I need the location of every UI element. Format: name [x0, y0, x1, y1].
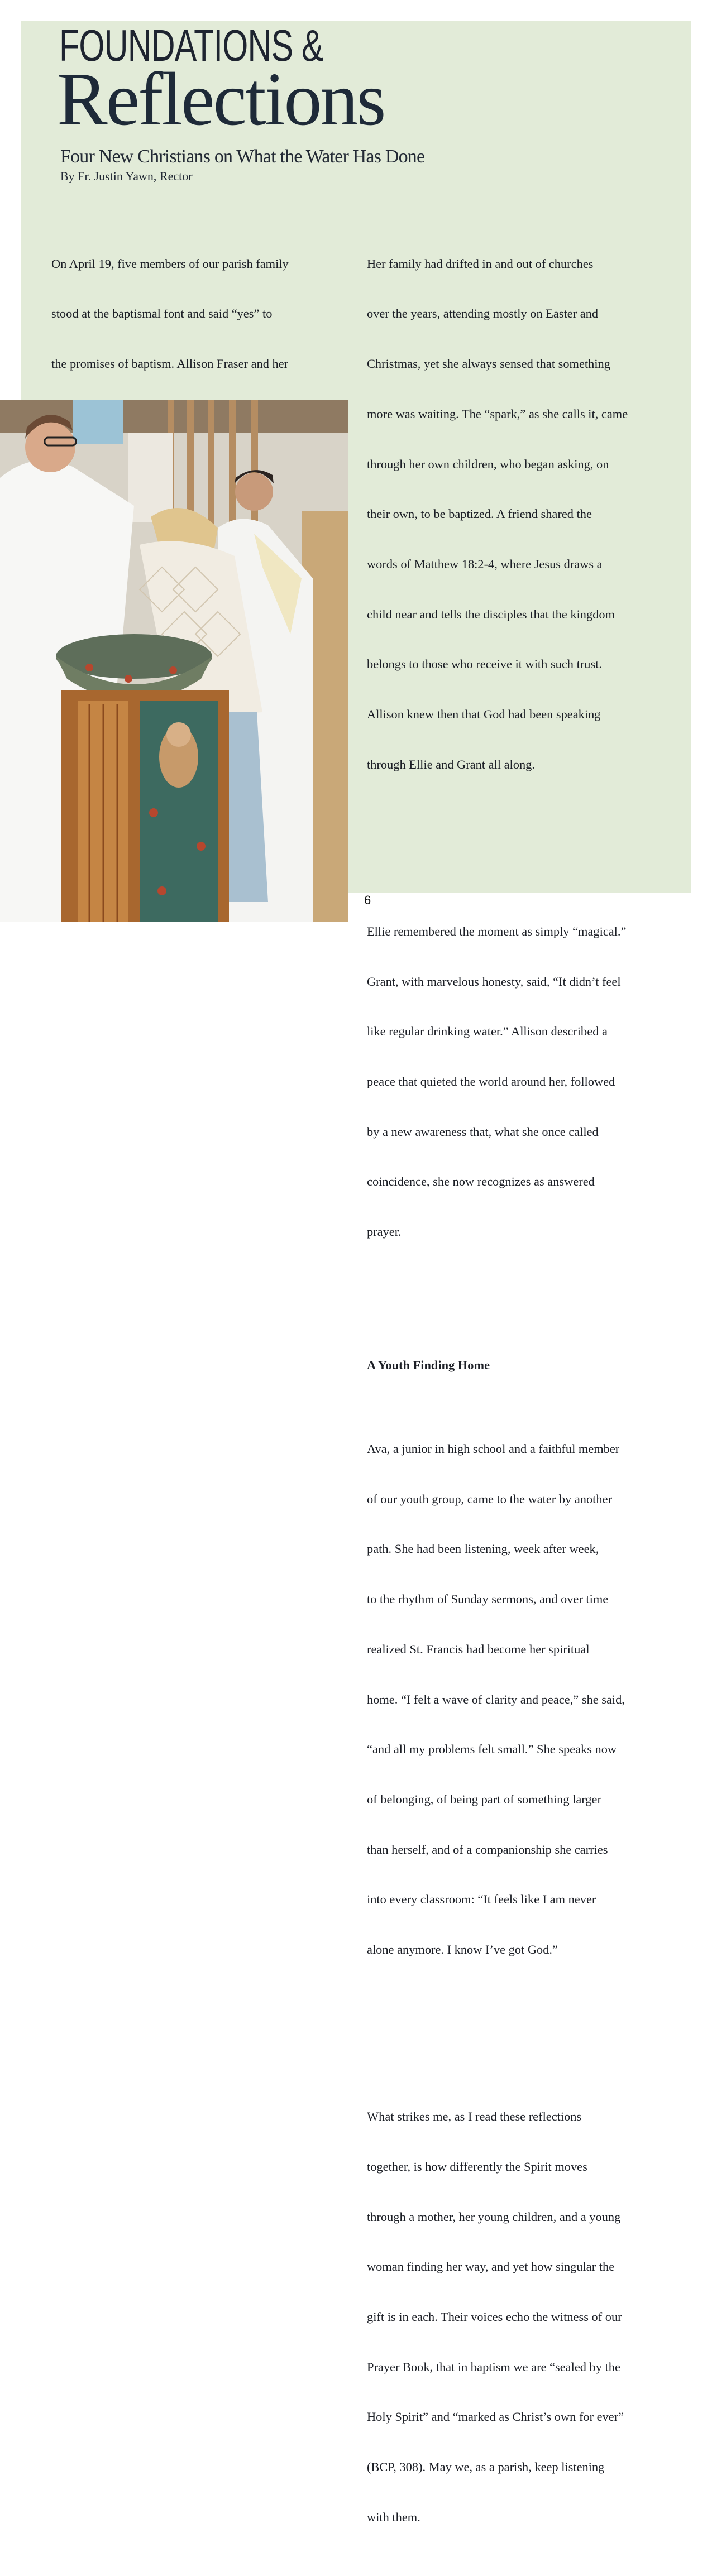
text-line: together, is how differently the Spirit moves — [367, 2159, 587, 2174]
article-subtitle: Four New Christians on What the Water Has Done — [60, 146, 425, 167]
text-line: through Ellie and Grant all along. — [367, 757, 535, 771]
text-line: with them. — [367, 2510, 420, 2524]
text-line: Allison knew then that God had been speaking — [367, 707, 601, 722]
text-line: through a mother, her young children, and a young — [367, 2209, 621, 2224]
text-line: by a new awareness that, what she once called — [367, 1124, 599, 1139]
paragraph — [367, 222, 628, 807]
text-line: the promises of baptism. Allison Fraser and her — [51, 357, 289, 371]
text-line: more was waiting. The “spark,” as she calls it, came — [367, 406, 628, 421]
text-line: of our youth group, came to the water by another — [367, 1491, 612, 1506]
text-line: belongs to those who receive it with such trust. — [367, 657, 602, 671]
text-line: Her family had drifted in and out of churches — [367, 256, 594, 271]
text-line: woman finding her way, and yet how singular the — [367, 2260, 615, 2274]
paragraph — [367, 1407, 628, 1992]
baptism-photo — [0, 400, 348, 922]
right-column — [367, 189, 628, 2576]
text-line: gift is in each. Their voices echo the witness of our — [367, 2310, 622, 2324]
text-line: realized St. Francis had become her spiritual — [367, 1642, 590, 1656]
text-line: “and all my problems felt small.” She speaks now — [367, 1742, 617, 1757]
baptism-photo-illustration — [0, 400, 348, 922]
byline: By Fr. Justin Yawn, Rector — [60, 169, 193, 183]
text-line: alone anymore. I know I’ve got God.” — [367, 1942, 558, 1957]
text-line: stood at the baptismal font and said “yes” to — [51, 306, 273, 321]
text-line: peace that quieted the world around her, followed — [367, 1074, 615, 1089]
text-line: coincidence, she now recognizes as answered — [367, 1174, 595, 1189]
text-line: home. “I felt a wave of clarity and peace,” she said, — [367, 1692, 625, 1706]
text-line: their own, to be baptized. A friend shared the — [367, 507, 592, 521]
text-line: (BCP, 308). May we, as a parish, keep listening — [367, 2460, 605, 2474]
text-line: Ava, a junior in high school and a faithful member — [367, 1441, 620, 1456]
text-line: over the years, attending mostly on Easter and — [367, 306, 599, 321]
page-title: Reflections — [57, 57, 385, 141]
text-line: of belonging, of being part of something larger — [367, 1792, 601, 1806]
text-line: Prayer Book, that in baptism we are “sealed by the — [367, 2359, 620, 2374]
text-line: Grant, with marvelous honesty, said, “It didn’t feel — [367, 974, 621, 989]
text-line: through her own children, who began asking, on — [367, 457, 609, 471]
text-line: What strikes me, as I read these reflections — [367, 2109, 582, 2124]
paragraph — [367, 890, 628, 1274]
text-line: prayer. — [367, 1225, 402, 1239]
text-line: like regular drinking water.” Allison described a — [367, 1024, 608, 1039]
text-line: words of Matthew 18:2-4, where Jesus draws a — [367, 557, 603, 571]
text-line: Ellie remembered the moment as simply “magical.” — [367, 924, 627, 938]
paragraph — [367, 2075, 628, 2559]
text-line: Christmas, yet she always sensed that something — [367, 357, 610, 371]
text-line: into every classroom: “It feels like I am never — [367, 1892, 596, 1907]
section-kicker: FOUNDATIONS & — [59, 21, 323, 70]
text-line: On April 19, five members of our parish family — [51, 256, 289, 271]
text-line: than herself, and of a companionship she carries — [367, 1842, 608, 1857]
page-number: 6 — [364, 893, 371, 907]
text-line: child near and tells the disciples that the kingdom — [367, 607, 615, 621]
text-line: to the rhythm of Sunday sermons, and over time — [367, 1592, 609, 1606]
section-heading-youth: A Youth Finding Home — [367, 1358, 490, 1373]
text-line: Holy Spirit” and “marked as Christ’s own for ever” — [367, 2410, 624, 2424]
text-line: path. She had been listening, week after week, — [367, 1542, 599, 1556]
